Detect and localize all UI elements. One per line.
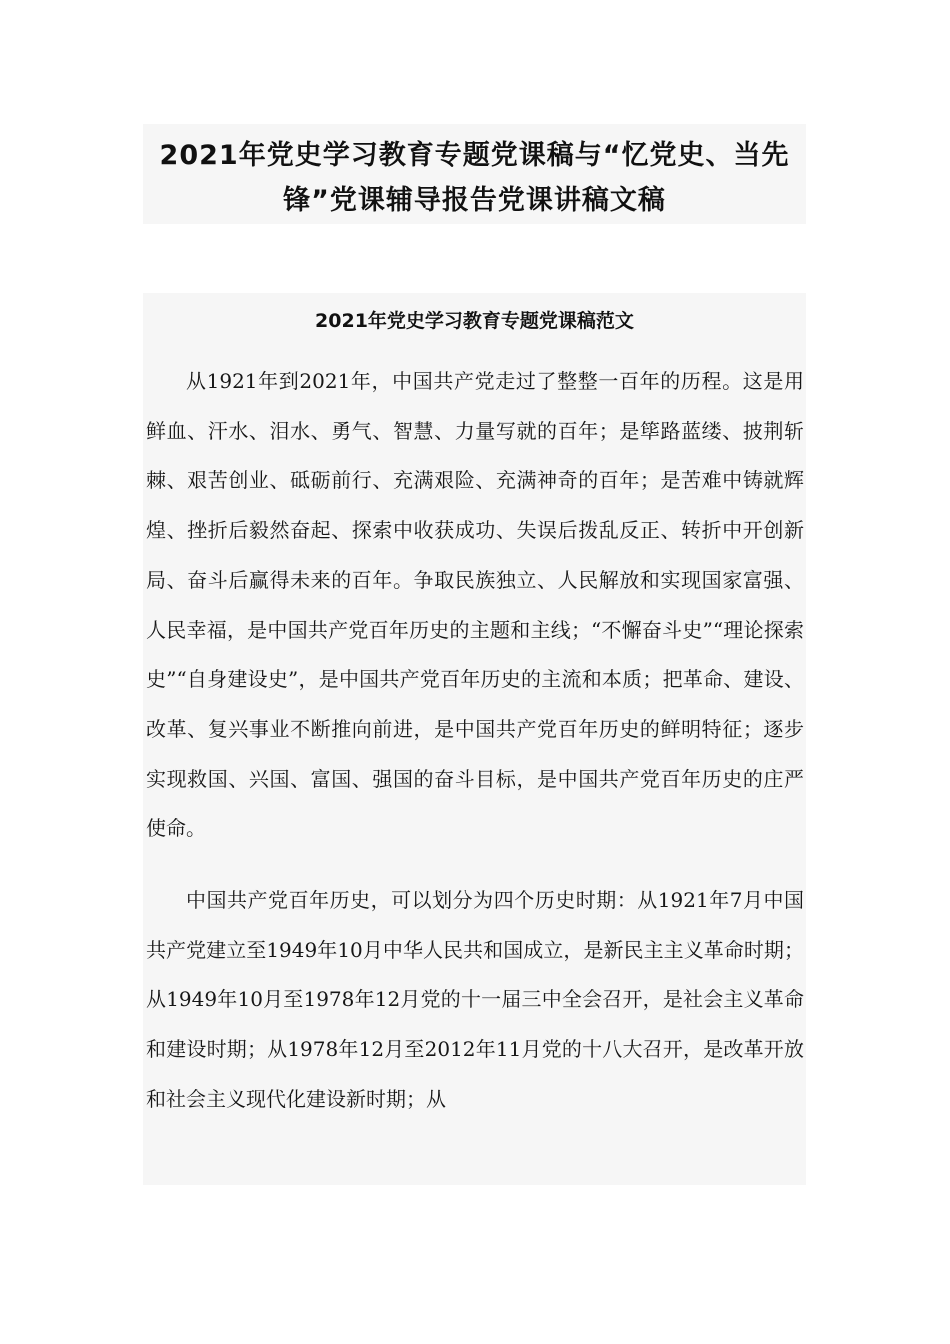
paragraph-1: 从1921年到2021年，中国共产党走过了整整一百年的历程。这是用鲜血、汗水、泪水、勇气、智慧、力量写就的百年；是筚路蓝缕、披荆斩棘、艰苦创业、砥砺前行、充满艰险、充满神奇的百年；是苦难中铸就辉煌、挫折后毅然奋起、探索中收获成功、失误后拨乱反正、转折中开创新局、奋斗后赢得未来的百年。争取民族独立、人民解放和实现国家富强、人民幸福，是中国共产党百年历史的主题和主线；“不懈奋斗史”“理论探索史”“自身建设史”，是中国共产党百年历史的主流和本质；把革命、建设、改革、复兴事业不断推向前进，是中国共产党百年历史的鲜明特征；逐步实现救国、兴国、富国、强国的奋斗目标，是中国共产党百年历史的庄严使命。 bbox=[146, 369, 804, 841]
document-title: 2021年党史学习教育专题党课稿与“忆党史、当先锋”党课辅导报告党课讲稿文稿 bbox=[159, 140, 790, 216]
paragraph-2: 中国共产党百年历史，可以划分为四个历史时期：从1921年7月中国共产党建立至1949年10月中华人民共和国成立，是新民主主义革命时期；从1949年10月至1978年12月党的十一届三中全会召开，是社会主义革命和建设时期；从1978年12月至2012年11月党的十八大召开，是改革开放和社会主义现代化建设新时期；从 bbox=[146, 888, 804, 1111]
document-title-block bbox=[143, 124, 806, 224]
document-body bbox=[143, 293, 806, 1185]
section-title: 2021年党史学习教育专题党课稿范文 bbox=[315, 310, 634, 332]
